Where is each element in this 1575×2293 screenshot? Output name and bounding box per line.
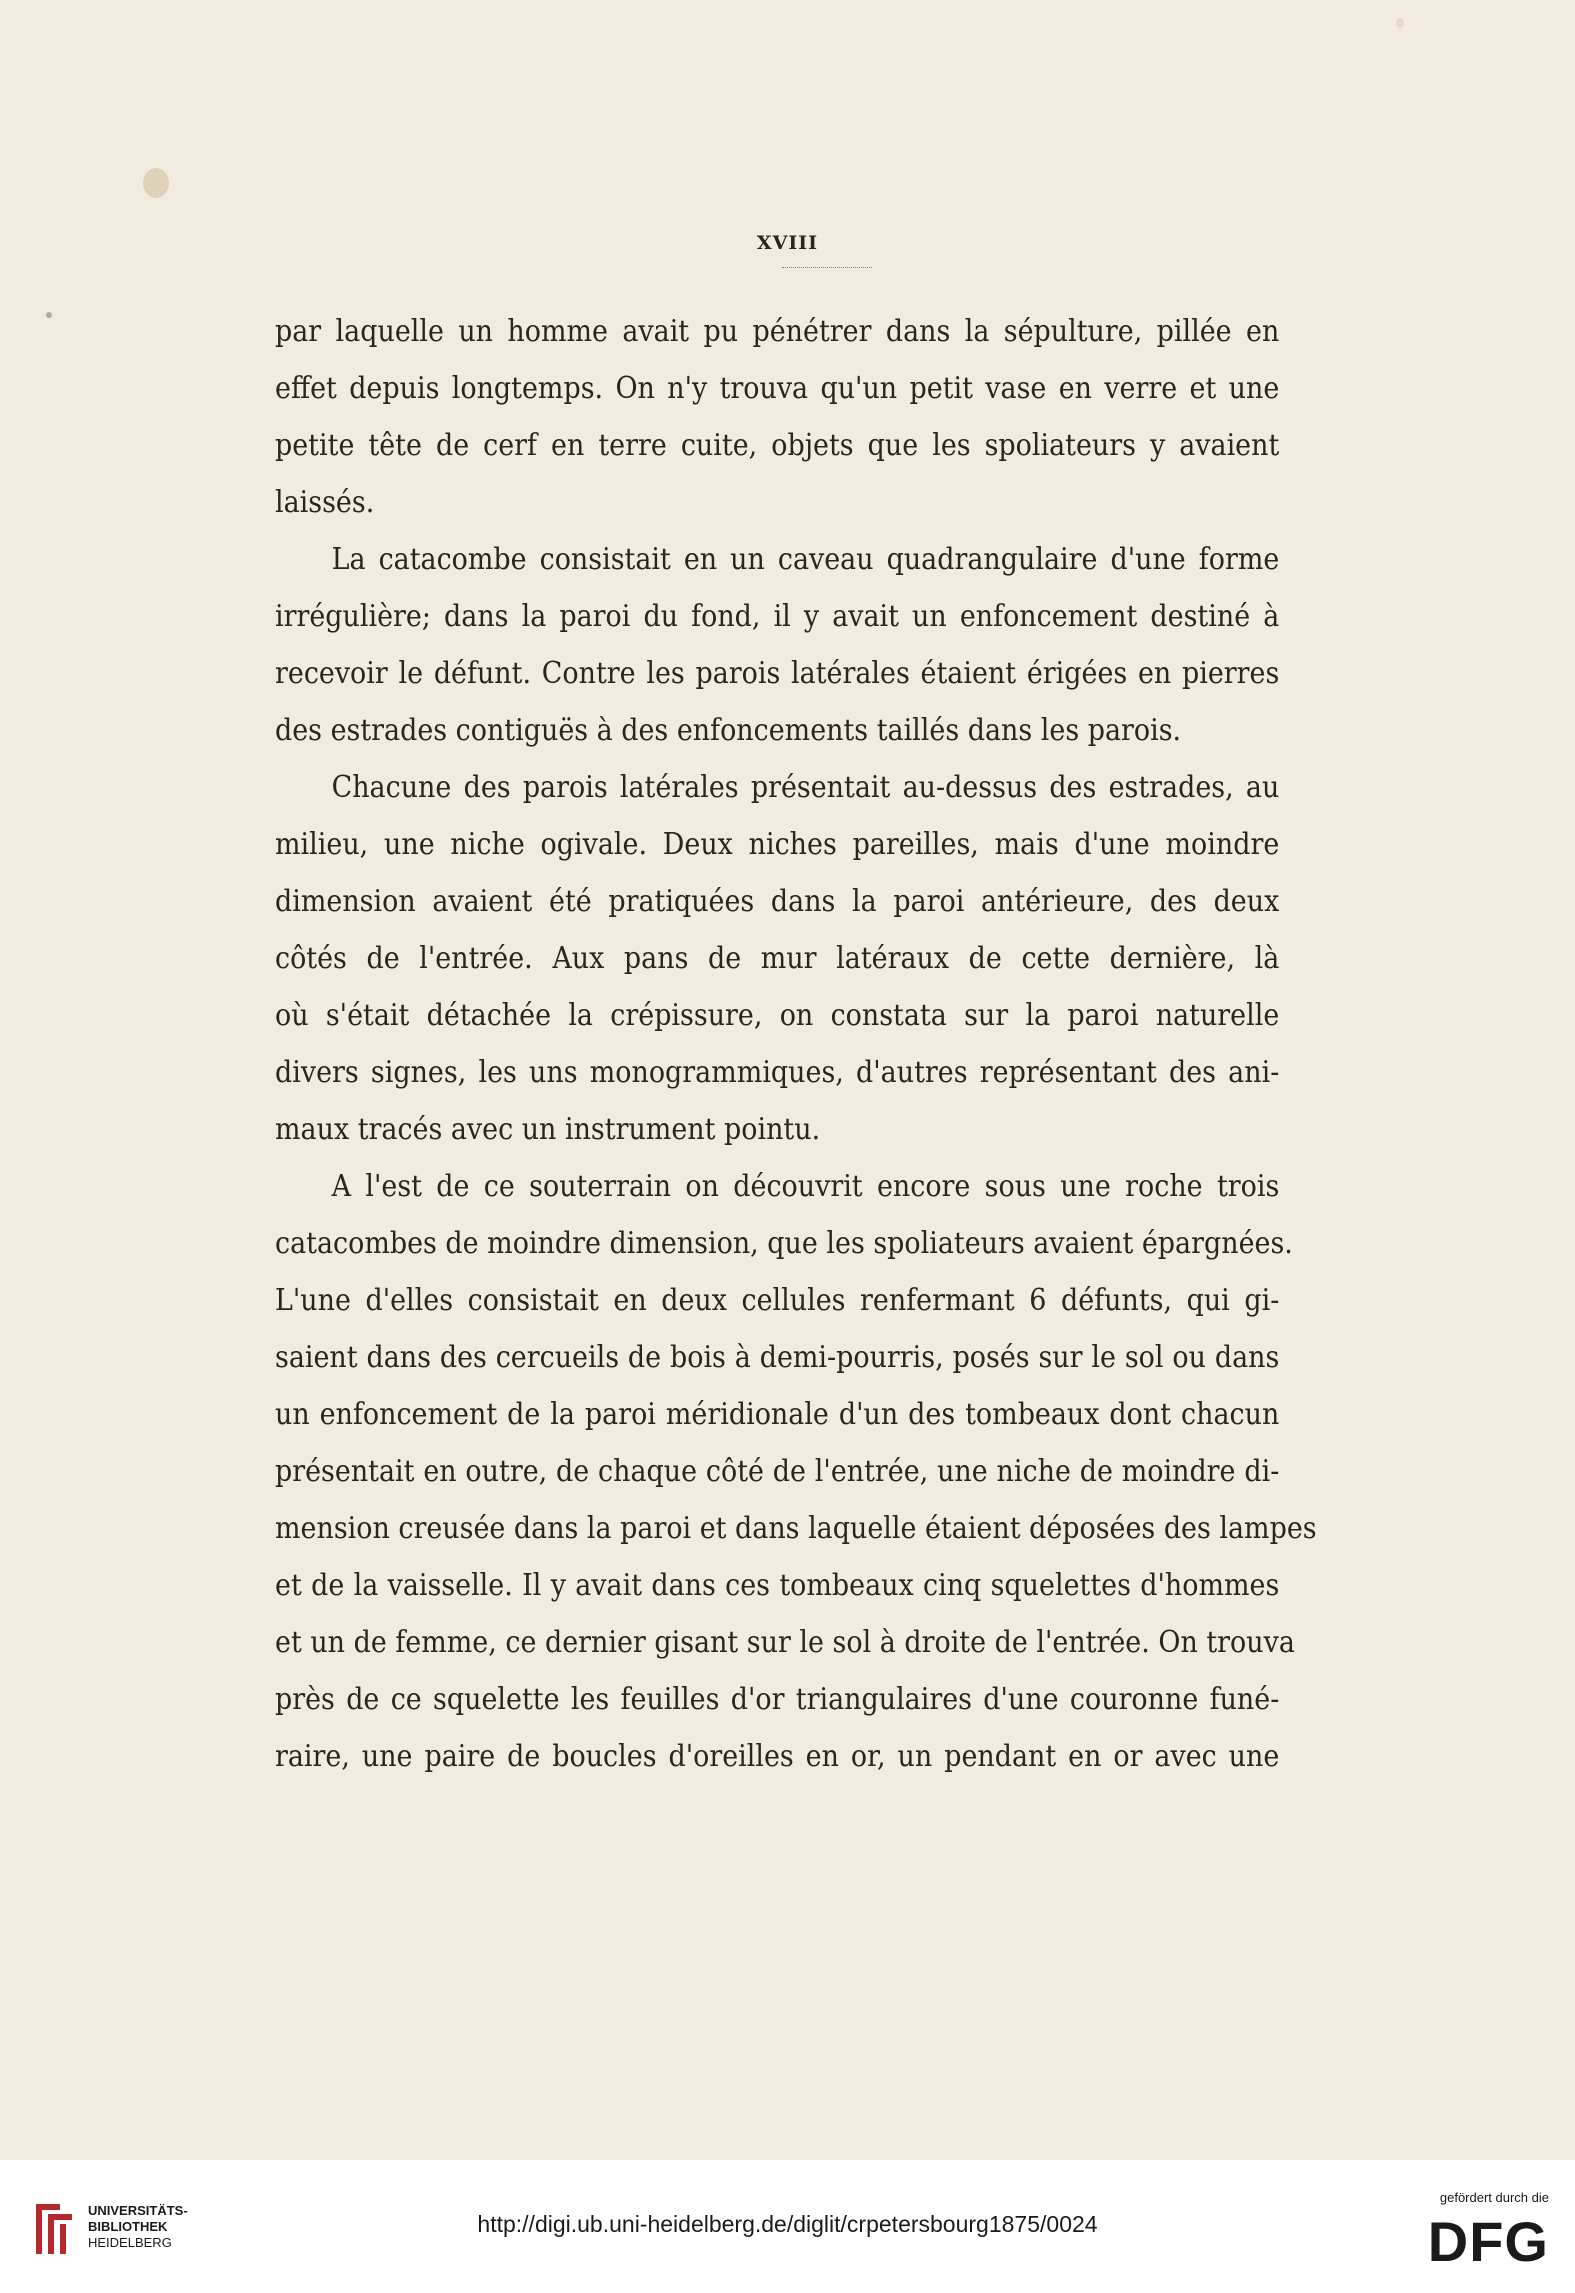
text-line: par laquelle un homme avait pu pénétrer dans la sépulture, pillée en <box>275 314 1280 348</box>
text-line: mension creusée dans la paroi et dans laquelle étaient déposées des lampes <box>275 1511 1317 1545</box>
text-line: un enfoncement de la paroi méridionale d'un des tombeaux dont chacun <box>275 1397 1280 1431</box>
paper-stain <box>46 312 52 318</box>
page-number: XVIII <box>756 232 819 254</box>
permalink-url[interactable]: http://digi.ub.uni-heidelberg.de/diglit/crpetersbourg1875/0024 <box>477 2211 1098 2237</box>
text-line: saient dans des cercueils de bois à demi-pourris, posés sur le sol ou dans <box>275 1340 1280 1374</box>
text-line: près de ce squelette les feuilles d'or triangulaires d'une couronne funé- <box>275 1682 1280 1716</box>
text-line: L'une d'elles consistait en deux cellules renfermant 6 défunts, qui gi- <box>275 1283 1280 1317</box>
text-line: présentait en outre, de chaque côté de l'entrée, une niche de moindre di- <box>275 1454 1280 1488</box>
text-line: et un de femme, ce dernier gisant sur le sol à droite de l'entrée. On trouva <box>275 1625 1295 1659</box>
paper-stain <box>143 168 169 198</box>
body-text <box>275 303 1317 1785</box>
text-line: des estrades contiguës à des enfoncements taillés dans les parois. <box>275 713 1182 747</box>
text-line: divers signes, les uns monogrammiques, d'autres représentant des ani- <box>275 1055 1280 1089</box>
text-line: irrégulière; dans la paroi du fond, il y avait un enfoncement destiné à <box>275 599 1280 633</box>
page-number-ornament <box>782 263 872 268</box>
text-line: milieu, une niche ogivale. Deux niches pareilles, mais d'une moindre <box>275 827 1280 861</box>
text-line: côtés de l'entrée. Aux pans de mur latéraux de cette dernière, là <box>275 941 1280 975</box>
text-line: où s'était détachée la crépissure, on constata sur la paroi naturelle <box>275 998 1280 1032</box>
text-line: A l'est de ce souterrain on découvrit encore sous une roche trois <box>331 1169 1280 1203</box>
text-line: La catacombe consistait en un caveau quadrangulaire d'une forme <box>331 542 1280 576</box>
library-name-line: BIBLIOTHEK <box>88 2219 168 2234</box>
text-line: catacombes de moindre dimension, que les spoliateurs avaient épargnées. <box>275 1226 1293 1260</box>
text-line: raire, une paire de boucles d'oreilles en or, un pendant en or avec une <box>275 1739 1280 1773</box>
dfg-logo: DFG <box>1427 2210 1549 2273</box>
text-line: dimension avaient été pratiquées dans la paroi antérieure, des deux <box>275 884 1280 918</box>
paper-stain <box>1396 18 1404 28</box>
text-line: recevoir le défunt. Contre les parois latérales étaient érigées en pierres <box>275 656 1280 690</box>
text-line: effet depuis longtemps. On n'y trouva qu'un petit vase en verre et une <box>275 371 1280 405</box>
funding-caption: gefördert durch die <box>1439 2190 1549 2205</box>
library-name-line: HEIDELBERG <box>88 2235 172 2250</box>
library-name-line: UNIVERSITÄTS- <box>88 2203 188 2218</box>
text-line: petite tête de cerf en terre cuite, objets que les spoliateurs y avaient <box>275 428 1280 462</box>
text-line: Chacune des parois latérales présentait au-dessus des estrades, au <box>331 770 1280 804</box>
text-line: maux tracés avec un instrument pointu. <box>275 1112 821 1146</box>
text-line: laissés. <box>275 485 375 519</box>
text-line: et de la vaisselle. Il y avait dans ces tombeaux cinq squelettes d'hommes <box>275 1568 1280 1602</box>
digitization-footer <box>0 2160 1575 2293</box>
